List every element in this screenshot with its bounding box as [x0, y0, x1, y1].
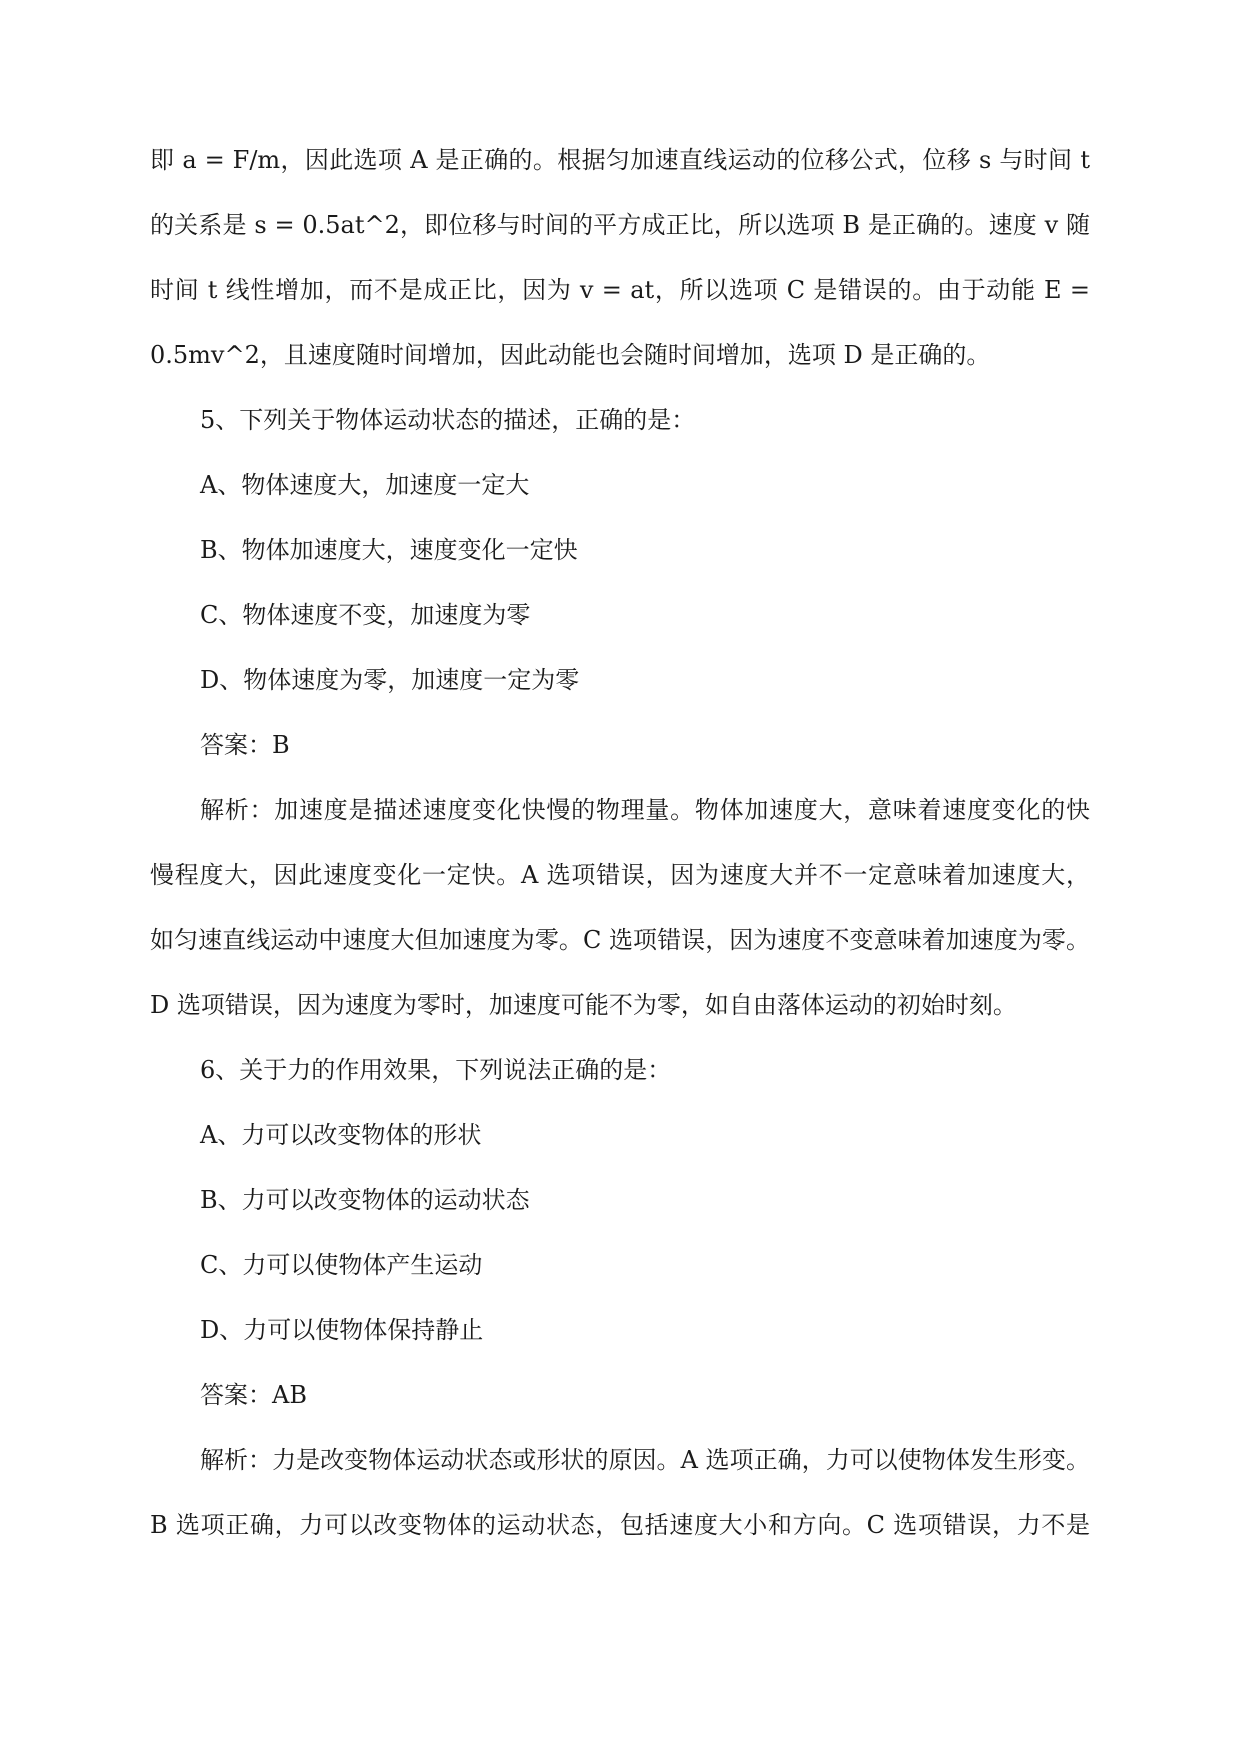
question-6-option-b: B、力可以改变物体的运动状态 [200, 1186, 530, 1214]
question-5-option-a: A、物体速度大，加速度一定大 [200, 471, 530, 499]
question-5-stem: 5、下列关于物体运动状态的描述，正确的是： [200, 406, 696, 434]
question-5-analysis-line: 如匀速直线运动中速度大但加速度为零。C 选项错误，因为速度不变意味着加速度为零。 [150, 926, 1090, 954]
intro-line: 时间 t 线性增加，而不是成正比，因为 v = at，所以选项 C 是错误的。由于动能 E = [150, 276, 1090, 304]
intro-line: 0.5mv^2，且速度随时间增加，因此动能也会随时间增加，选项 D 是正确的。 [150, 341, 991, 369]
intro-line: 即 a = F/m，因此选项 A 是正确的。根据匀加速直线运动的位移公式，位移 s 与时间 t [150, 146, 1090, 174]
question-6-option-a: A、力可以改变物体的形状 [200, 1121, 482, 1149]
question-6-option-d: D、力可以使物体保持静止 [200, 1316, 484, 1344]
question-6-stem: 6、关于力的作用效果，下列说法正确的是： [200, 1056, 672, 1084]
question-5-analysis-line: 解析：加速度是描述速度变化快慢的物理量。物体加速度大，意味着速度变化的快 [200, 796, 1090, 824]
question-5-option-b: B、物体加速度大，速度变化一定快 [200, 536, 578, 564]
intro-line: 的关系是 s = 0.5at^2，即位移与时间的平方成正比，所以选项 B 是正确的。速度 v 随 [150, 211, 1090, 239]
question-6-answer: 答案：AB [200, 1381, 307, 1409]
question-5-answer: 答案：B [200, 731, 290, 759]
page-content [150, 140, 1090, 1570]
question-6-option-c: C、力可以使物体产生运动 [200, 1251, 483, 1279]
question-5-option-c: C、物体速度不变，加速度为零 [200, 601, 531, 629]
question-5-analysis-line: D 选项错误，因为速度为零时，加速度可能不为零，如自由落体运动的初始时刻。 [150, 991, 1017, 1019]
question-5-option-d: D、物体速度为零，加速度一定为零 [200, 666, 580, 694]
question-6-analysis-line: B 选项正确，力可以改变物体的运动状态，包括速度大小和方向。C 选项错误，力不是 [150, 1511, 1090, 1539]
question-6-analysis-line: 解析：力是改变物体运动状态或形状的原因。A 选项正确，力可以使物体发生形变。 [200, 1446, 1090, 1474]
question-5-analysis-line: 慢程度大，因此速度变化一定快。A 选项错误，因为速度大并不一定意味着加速度大， [150, 861, 1090, 889]
